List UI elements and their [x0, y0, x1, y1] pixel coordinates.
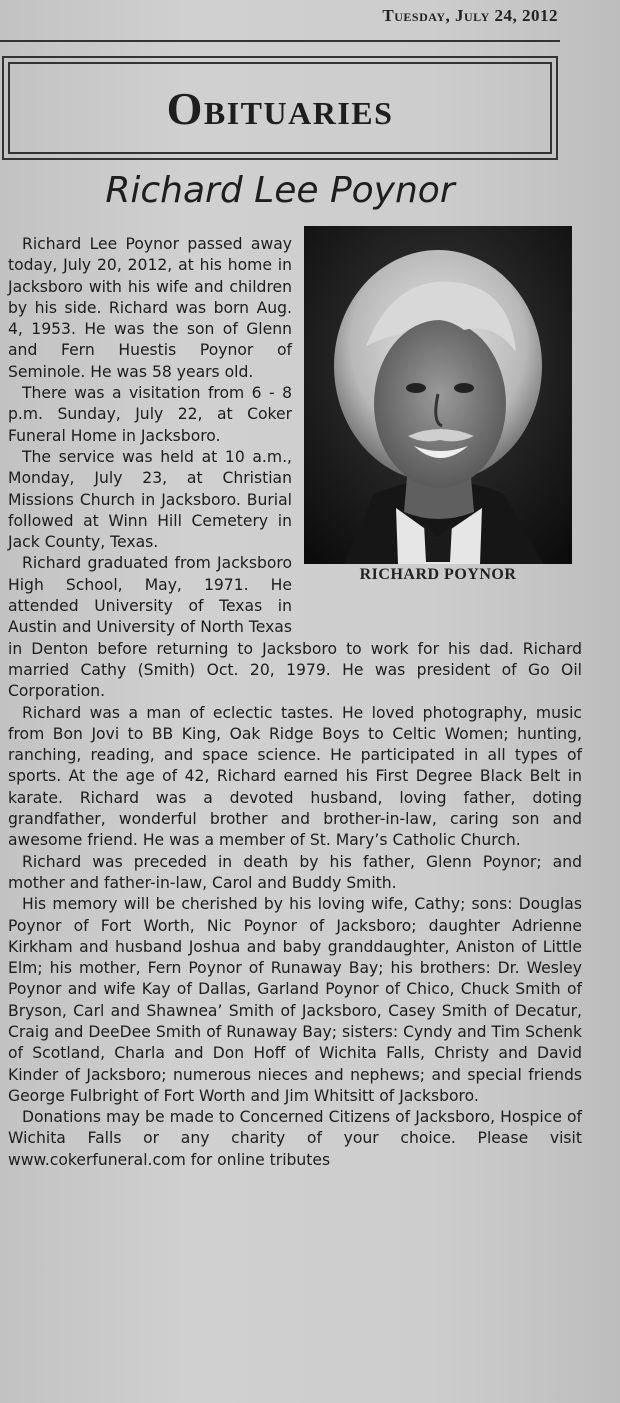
obituary-name-heading: Richard Lee Poynor [105, 170, 455, 211]
paragraph-interests: Richard was a man of eclectic tastes. He loved photography, music from Bon Jovi to BB King, Oak Ridge Boys to Celtic Women; hunting, ranching, reading, and space science. He participated in all types of sports. At the age of 42, Richard earned his First Degree Black Belt in karate. Richard was a devoted husband, loving father, doting grandfather, wonderful brother and brother-in-law, caring son and awesome friend. He was a member of St. Mary’s Catholic Church. [8, 703, 582, 850]
paragraph-donations: Donations may be made to Concerned Citizens of Jacksboro, Hospice of Wichita Falls or any charity of your choice. Please visit www.cokerfuneral.com for online tributes [8, 1108, 582, 1169]
header-rule [0, 40, 560, 42]
paragraph-education: Richard graduated from Jacksboro High School, May, 1971. He attended University of Texas in Austin and University of North Texas in Denton before returning to Jacksboro to work for his dad. Richard married Cathy (Smith) Oct. 20, 1979. He was president of Go Oil Corporation. [8, 554, 582, 701]
section-title: Obituaries [166, 82, 394, 134]
paragraph-biography: Richard Lee Poynor passed away today, July 20, 2012, at his home in Jacksboro with his wife and children by his side. Richard was born Aug. 4, 1953. He was the son of Glenn and Fern Huestis Poynor of Seminole. He was 58 years old. [8, 235, 292, 381]
paragraph-visitation: There was a visitation from 6 - 8 p.m. Sunday, July 22, at Coker Funeral Home in Jacksboro. [8, 384, 292, 445]
photo-caption: RICHARD POYNOR [359, 566, 517, 583]
photo-wrap-spacer [292, 234, 582, 634]
obituary-body [8, 234, 582, 1171]
paragraph-survivors: His memory will be cherished by his loving wife, Cathy; sons: Douglas Poynor of Fort Worth, Nic Poynor of Jacksboro; daughter Adrienne Kirkham and husband Joshua and baby granddaughter, Aniston of Little Elm; his mother, Fern Poynor of Runaway Bay; his brothers: Dr. Wesley Poynor and wife Kay of Dallas, Garland Poynor of Chico, Chuck Smith of Bryson, Carl and Shawnea’ Smith of Jacksboro, Casey Smith of Decatur, Craig and DeeDee Smith of Runaway Bay; sisters: Cyndy and Tim Schenk of Scotland, Charla and Don Hoff of Wichita Falls, Christy and David Kinder of Jacksboro; numerous nieces and nephews; and special friends George Fulbright of Fort Worth and Jim Whitsitt of Jacksboro. [8, 895, 582, 1105]
section-masthead [2, 56, 558, 160]
paragraph-preceded: Richard was preceded in death by his father, Glenn Poynor; and mother and father-in-law, Carol and Buddy Smith. [8, 852, 582, 892]
paragraph-service: The service was held at 10 a.m., Monday, July 23, at Christian Missions Church in Jacksboro. Burial followed at Winn Hill Cemetery in Jack County, Texas. [8, 447, 292, 552]
masthead-inner-border [8, 62, 552, 154]
page-dateline: Tuesday, July 24, 2012 [382, 6, 558, 25]
